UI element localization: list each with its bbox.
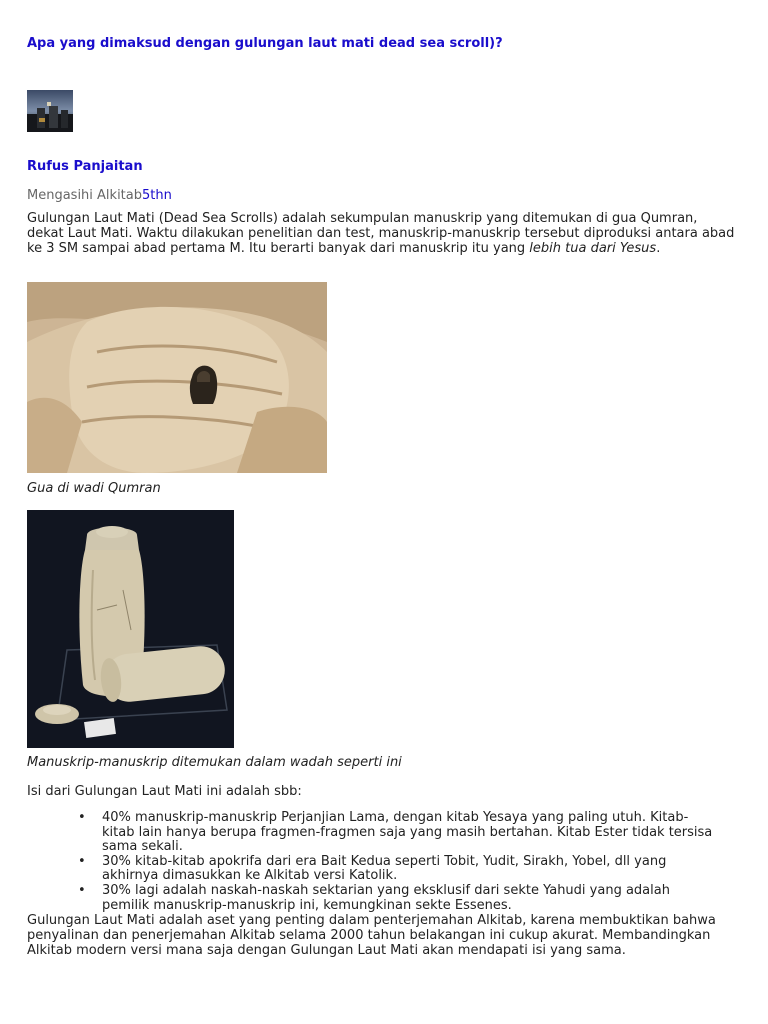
figure-caption-jars: Manuskrip-manuskrip ditemukan dalam wadah seperti ini [27,755,402,770]
contents-list [78,811,718,913]
intro-emphasis: lebih tua dari Yesus [529,241,657,256]
author-meta [27,188,172,203]
question-title[interactable]: Apa yang dimaksud dengan gulungan laut mati dead sea scroll)? [27,36,503,51]
list-item: • 30% kitab-kitab apokrifa dari era Bait Kedua seperti Tobit, Yudit, Sirakh, Yobel, dll yang akhirnya dimasukkan ke Alkitab versi Katolik. [78,855,718,884]
intro-text: Gulungan Laut Mati (Dead Sea Scrolls) adalah sekumpulan manuskrip yang ditemukan di gua Qumran, dekat Laut Mati. Waktu dilakukan penelitian dan test, manuskrip-manuskrip tersebut diproduksi antara abad ke 3 SM sampai abad pertama M. Itu berarti banyak dari manuskrip itu yang [27,211,735,256]
qumran-cave-photo [27,282,327,473]
avatar-photo [27,90,73,132]
author-name[interactable]: Rufus Panjaitan [27,159,143,174]
author-avatar[interactable] [27,90,73,132]
answer-age-link[interactable]: 5thn [142,188,172,203]
scroll-jars-photo [27,510,234,748]
list-item: • 30% lagi adalah naskah-naskah sektarian yang eksklusif dari sekte Yahudi yang adalah pemilik manuskrip-manuskrip ini, kemungkinan sekte Essenes. [78,884,718,913]
closing-paragraph: Gulungan Laut Mati adalah aset yang penting dalam penterjemahan Alkitab, karena membuktikan bahwa penyalinan dan penerjemahan Alkitab selama 2000 tahun belakangan ini cukup akurat. Membandingkan Alkitab modern versi mana saja dengan Gulungan Laut Mati akan mendapati isi yang sama. [27,913,716,958]
list-item: • 40% manuskrip-manuskrip Perjanjian Lama, dengan kitab Yesaya yang paling utuh. Kitab-kitab lain hanya berupa fragmen-fragmen saja yang masih bertahan. Kitab Ester tidak tersisa sama sekali. [78,811,718,855]
list-intro: Isi dari Gulungan Laut Mati ini adalah sbb: [27,784,302,799]
intro-paragraph [27,211,737,256]
author-credential: Mengasihi Alkitab [27,188,143,203]
figure-caption-cave: Gua di wadi Qumran [27,481,161,496]
intro-end: . [656,241,661,256]
